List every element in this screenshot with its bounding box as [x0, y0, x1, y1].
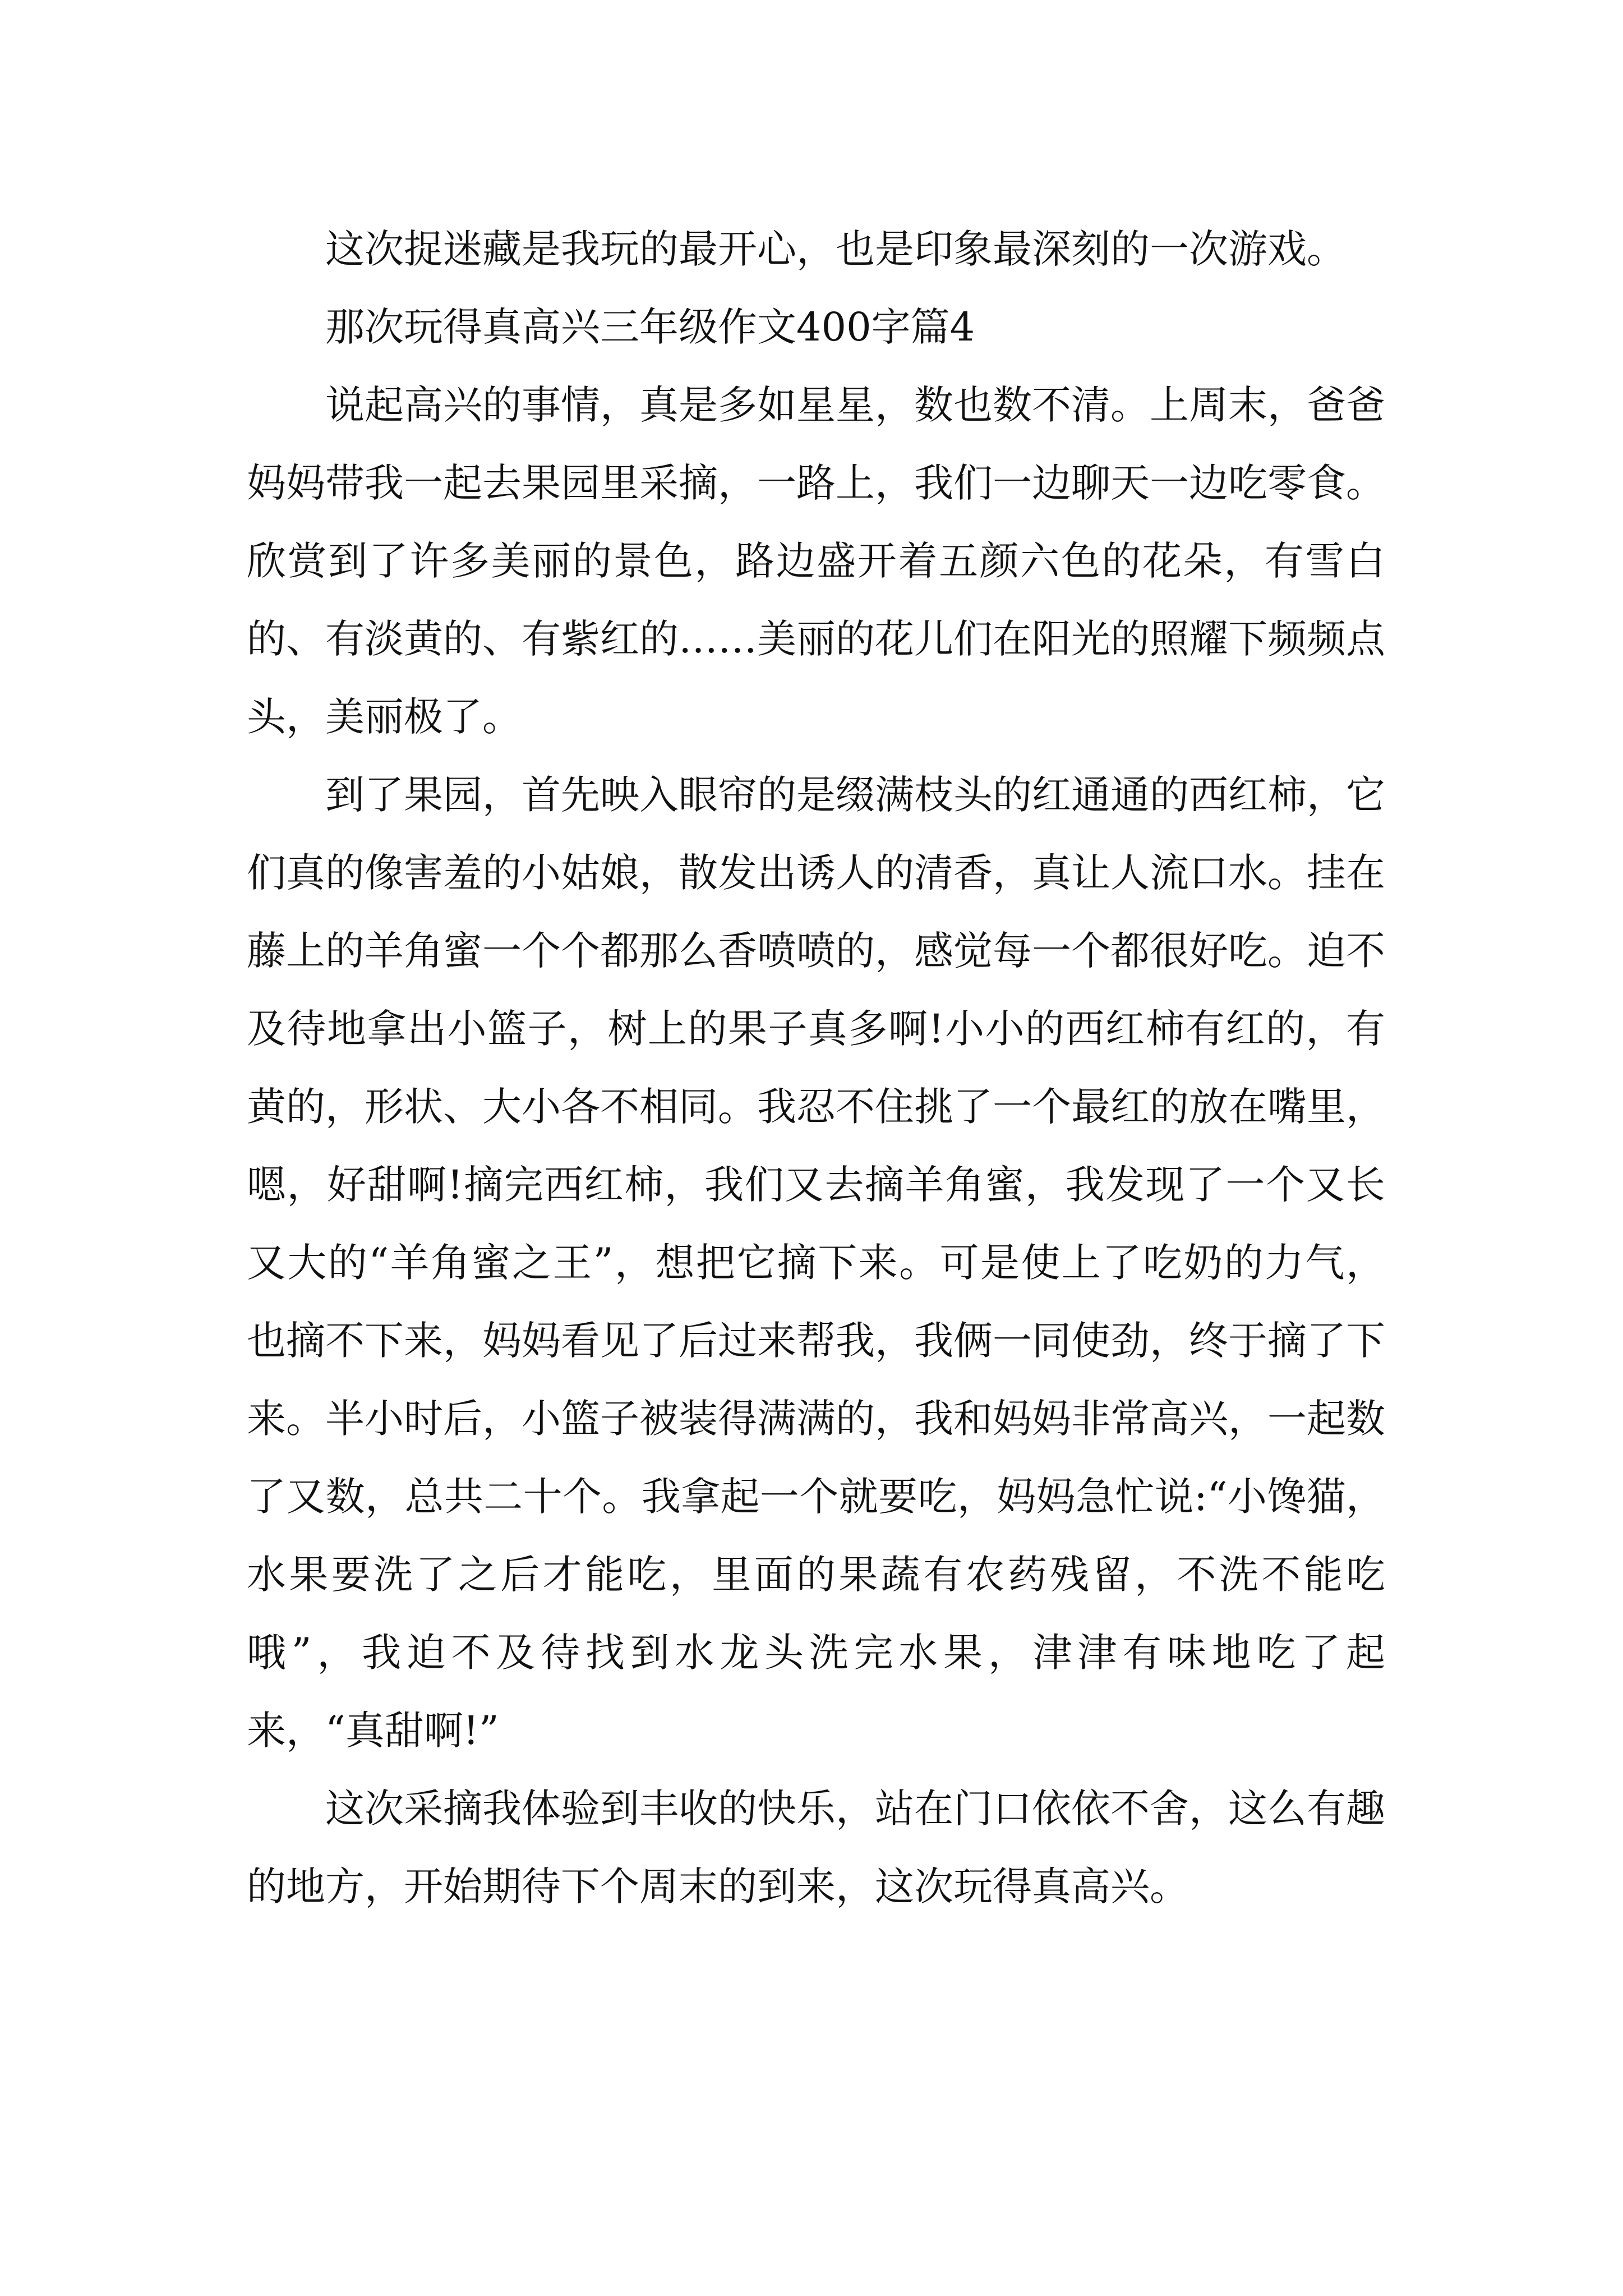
paragraph-hide-and-seek-conclusion: 这次捉迷藏是我玩的最开心，也是印象最深刻的一次游戏。 — [325, 226, 1346, 272]
essay-body — [247, 210, 1385, 1926]
paragraph-conclusion: 这次采摘我体验到丰收的快乐，站在门口依依不舍，这么有趣的地方，开始期待下个周末的到来，这次玩得真高兴。 — [247, 1786, 1385, 1910]
paragraph-orchard-picking: 到了果园，首先映入眼帘的是缀满枝头的红通通的西红柿，它们真的像害羞的小姑娘，散发出诱人的清香，真让人流口水。挂在藤上的羊角蜜一个个都那么香喷喷的，感觉每一个都很好吃。迫不及待地拿出小篮子，树上的果子真多啊!小小的西红柿有红的，有黄的，形状、大小各不相同。我忍不住挑了一个最红的放在嘴里，嗯，好甜啊!摘完西红柿，我们又去摘羊角蜜，我发现了一个又长又大的“羊角蜜之王”，想把它摘下来。可是使上了吃奶的力气，也摘不下来，妈妈看见了后过来帮我，我俩一同使劲，终于摘了下来。半小时后，小篮子被装得满满的，我和妈妈非常高兴，一起数了又数，总共二十个。我拿起一个就要吃，妈妈急忙说:“小馋猫，水果要洗了之后才能吃，里面的果蔬有农药残留，不洗不能吃哦”，我迫不及待找到水龙头洗完水果，津津有味地吃了起来，“真甜啊!” — [247, 772, 1385, 1754]
essay-title: 那次玩得真高兴三年级作文400字篇4 — [325, 304, 975, 350]
paragraph-intro-trip: 说起高兴的事情，真是多如星星，数也数不清。上周末，爸爸妈妈带我一起去果园里采摘，一路上，我们一边聊天一边吃零食。欣赏到了许多美丽的景色，路边盛开着五颜六色的花朵，有雪白的、有淡黄的、有紫红的……美丽的花儿们在阳光的照耀下频频点头，美丽极了。 — [247, 382, 1385, 740]
